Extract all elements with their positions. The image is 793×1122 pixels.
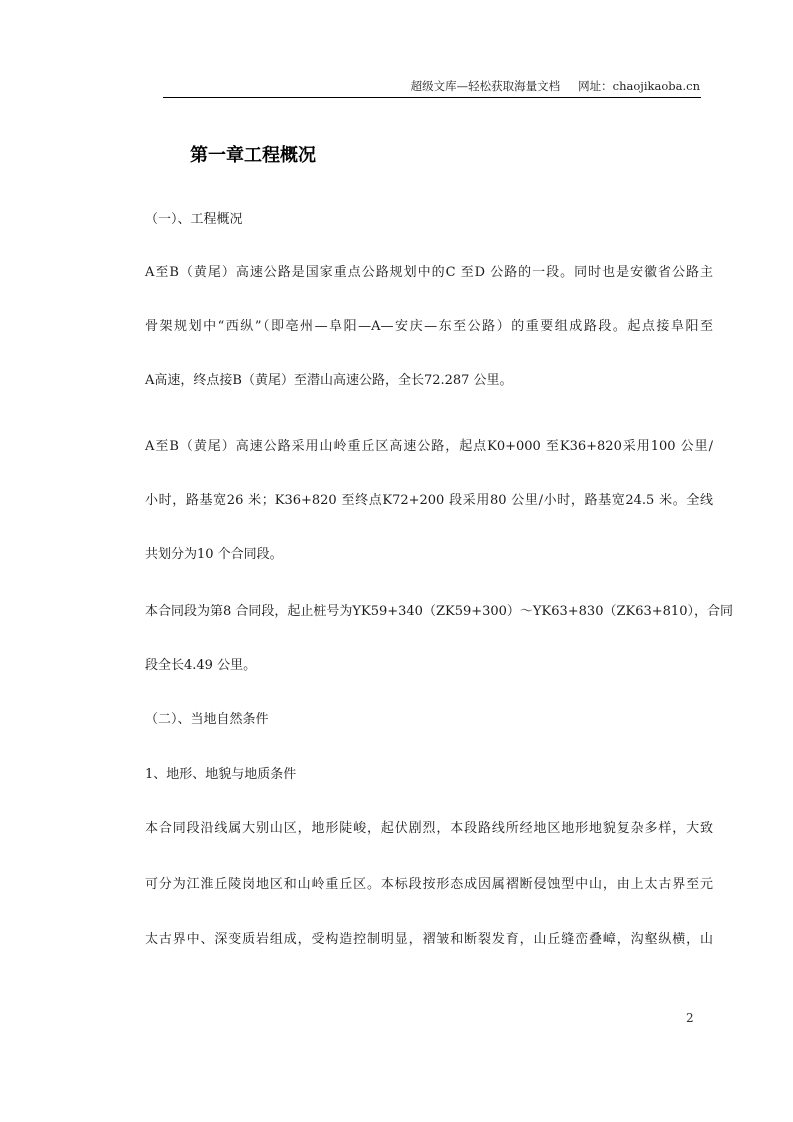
subsection-heading: 1、地形、地貌与地质条件 bbox=[145, 767, 297, 782]
paragraph-line: 本合同段沿线属大别山区，地形陡峻，起伏剧烈，本段路线所经地区地形地貌复杂多样，大致 bbox=[145, 821, 713, 836]
header-site-slogan: 超级文库—轻松获取海量文档 bbox=[410, 79, 561, 93]
paragraph-line: A至B（黄尾）高速公路是国家重点公路规划中的C 至D 公路的一段。同时也是安徽省公路主 bbox=[145, 265, 713, 280]
section-heading-2: （二）、当地自然条件 bbox=[145, 712, 269, 727]
paragraph-line: 共划分为10 个合同段。 bbox=[145, 547, 283, 562]
header-divider bbox=[163, 97, 701, 98]
paragraph-line: 骨架规划中“西纵”（即亳州—阜阳—A—安庆—东至公路）的重要组成路段。起点接阜阳至 bbox=[145, 319, 713, 334]
paragraph-line: A至B（黄尾）高速公路采用山岭重丘区高速公路，起点K0+000 至K36+820采用100 公里/ bbox=[145, 439, 713, 454]
paragraph-line: 本合同段为第8 合同段，起止桩号为YK59+340（ZK59+300）～YK63+830（ZK63+810），合同 bbox=[145, 604, 733, 619]
section-heading-1: （一）、工程概况 bbox=[145, 212, 243, 227]
header-url: 网址：chaojikaoba.cn bbox=[578, 79, 700, 93]
paragraph-line: 小时，路基宽26 米；K36+820 至终点K72+200 段采用80 公里/小时，路基宽24.5 米。全线 bbox=[145, 493, 713, 508]
paragraph-line: 可分为江淮丘陵岗地区和山岭重丘区。本标段按形态成因属褶断侵蚀型中山，由上太古界至元 bbox=[145, 877, 713, 892]
paragraph-line: 段全长4.49 公里。 bbox=[145, 658, 257, 673]
paragraph-line: 太古界中、深变质岩组成，受构造控制明显，褶皱和断裂发育，山丘缝峦叠嶂，沟壑纵横，山 bbox=[145, 932, 713, 947]
page-number: 2 bbox=[686, 1011, 694, 1025]
page-header bbox=[163, 78, 700, 94]
paragraph-line: A高速，终点接B（黄尾）至潜山高速公路，全长72.287 公里。 bbox=[145, 373, 513, 388]
chapter-title: 第一章工程概况 bbox=[190, 145, 316, 166]
